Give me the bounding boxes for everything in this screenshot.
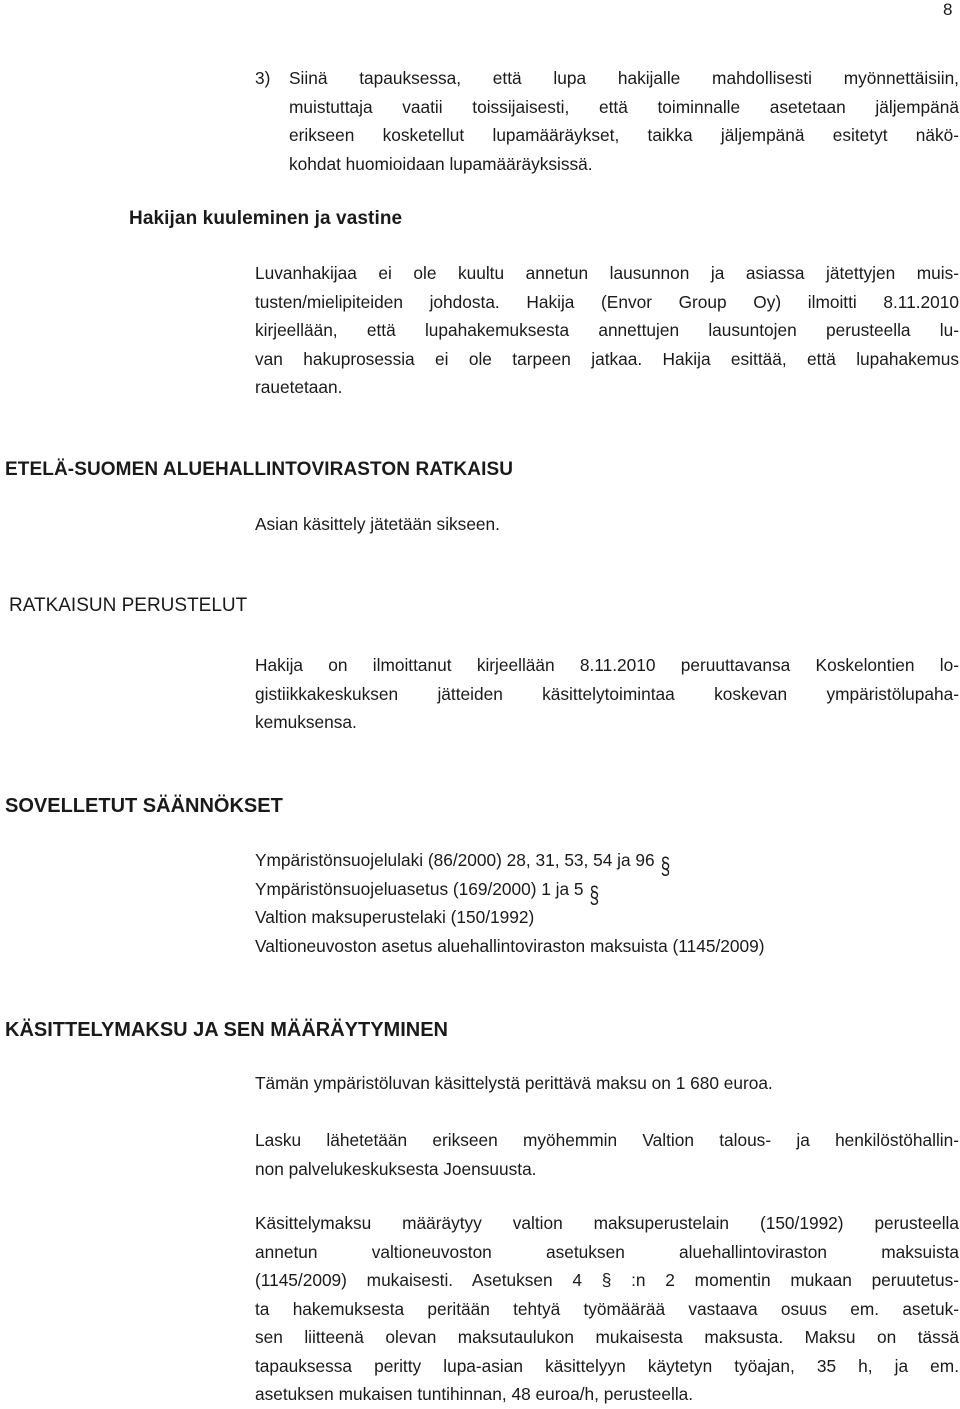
section-heading-provisions: SOVELLETUT SÄÄNNÖKSET — [5, 795, 283, 817]
provisions-list — [255, 846, 959, 960]
section-symbol: § — [589, 880, 600, 908]
section-heading-hearing: Hakijan kuuleminen ja vastine — [129, 208, 403, 229]
text-line: kohdat huomioidaan lupamääräyksissä. — [289, 153, 593, 174]
hearing-paragraph — [255, 259, 959, 402]
decision-paragraph — [255, 510, 959, 539]
text-line: erikseen kosketellut lupamääräykset, taikka jäljempänä esitetyt näkö- — [289, 125, 959, 145]
text-line: Käsittelymaksu määräytyy valtion maksuperustelain (150/1992) perusteella — [255, 1213, 959, 1233]
text-line: Asian käsittely jätetään sikseen. — [255, 514, 500, 534]
text-line: muistuttaja vaatii toissijaisesti, että toiminnalle asetetaan jäljempänä — [289, 96, 959, 117]
text-line: Luvanhakijaa ei ole kuultu annetun lausunnon ja asiassa jätettyjen muis- — [255, 263, 959, 283]
provision-item: Ympäristönsuojeluasetus (169/2000) 1 ja 5 § — [255, 875, 959, 904]
fee-paragraph-3 — [255, 1209, 959, 1409]
item-3-paragraph — [289, 64, 959, 178]
text-line: non palvelukeskuksesta Joensuusta. — [255, 1158, 537, 1179]
section-symbol: § — [660, 851, 671, 880]
text-line: gistiikkakeskuksen jätteiden käsittelytoimintaa koskevan ympäristölupaha- — [255, 683, 959, 704]
text-line: kemuksensa. — [255, 712, 357, 732]
provision-item: Ympäristönsuojelulaki (86/2000) 28, 31, 53, 54 ja 96 § — [255, 846, 959, 875]
fee-paragraph-2 — [255, 1126, 959, 1183]
grounds-paragraph — [255, 651, 959, 737]
page-number: 8 — [943, 0, 953, 19]
section-heading-decision: ETELÄ-SUOMEN ALUEHALLINTOVIRASTON RATKAISU — [5, 459, 514, 480]
provision-item: Valtioneuvoston asetus aluehallintoviraston maksuista (1145/2009) — [255, 935, 765, 956]
text-line: sen liitteenä olevan maksutaulukon mukaisesta maksusta. Maksu on tässä — [255, 1327, 959, 1347]
text-line: tusten/mielipiteiden johdosta. Hakija (Envor Group Oy) ilmoitti 8.11.2010 — [255, 291, 959, 312]
text-line: asetuksen mukaisen tuntihinnan, 48 euroa/h, perusteella. — [255, 1384, 694, 1404]
text-line: Siinä tapauksessa, että lupa hakijalle mahdollisesti myönnettäisiin, — [289, 68, 959, 88]
text-line: van hakuprosessia ei ole tarpeen jatkaa. Hakija esittää, että lupahakemus — [255, 348, 959, 369]
provision-item: Valtion maksuperustelaki (150/1992) — [255, 907, 535, 927]
section-heading-fee: KÄSITTELYMAKSU JA SEN MÄÄRÄYTYMINEN — [5, 1019, 448, 1041]
text-line: annetun valtioneuvoston asetuksen aluehallintoviraston maksuista — [255, 1241, 959, 1262]
text-line: ta hakemuksesta peritään tehtyä työmäärää vastaava osuus em. asetuk- — [255, 1298, 959, 1319]
text-line: (1145/2009) mukaisesti. Asetuksen 4 § :n 2 momentin mukaan peruutetus- — [255, 1270, 959, 1290]
text-line: Hakija on ilmoittanut kirjeellään 8.11.2010 peruuttavansa Koskelontien lo- — [255, 655, 959, 675]
section-heading-grounds: RATKAISUN PERUSTELUT — [9, 595, 248, 616]
text-line: Tämän ympäristöluvan käsittelystä perittävä maksu on 1 680 euroa. — [255, 1073, 773, 1093]
text-line: Lasku lähetetään erikseen myöhemmin Valtion talous- ja henkilöstöhallin- — [255, 1130, 959, 1150]
text-line: kirjeellään, että lupahakemuksesta annettujen lausuntojen perusteella lu- — [255, 320, 959, 340]
text-line: tapauksessa peritty lupa-asian käsittelyyn käytetyn työajan, 35 h, ja em. — [255, 1355, 959, 1376]
text-line: rauetetaan. — [255, 377, 343, 397]
list-item-number: 3) — [255, 68, 271, 88]
fee-paragraph-1 — [255, 1069, 959, 1098]
